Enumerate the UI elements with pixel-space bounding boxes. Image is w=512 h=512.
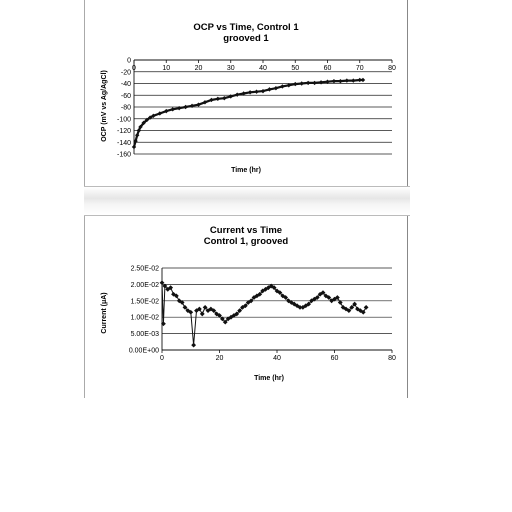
data-point	[312, 81, 316, 85]
x-axis-label: Time (hr)	[254, 375, 284, 382]
x-tick-label: 60	[323, 65, 332, 72]
y-tick-label: 1.50E-02	[130, 298, 159, 306]
x-tick-label: 40	[273, 355, 281, 362]
y-tick-label: 0	[127, 57, 131, 65]
data-point	[306, 81, 310, 85]
page-fold-divider	[84, 186, 410, 216]
y-tick-label: -100	[116, 116, 131, 124]
data-point	[248, 90, 252, 94]
y-tick-label: 1.00E-02	[130, 314, 159, 322]
data-point	[254, 90, 258, 94]
x-tick-label: 80	[388, 65, 396, 72]
data-point	[280, 84, 284, 88]
chart-subtitle: grooved 1	[223, 33, 269, 44]
y-tick-label: -60	[120, 92, 131, 100]
data-point	[361, 78, 365, 82]
data-point	[216, 97, 220, 101]
y-tick-label: 2.00E-02	[130, 281, 159, 289]
data-point	[183, 105, 187, 109]
x-tick-label: 80	[388, 355, 396, 362]
y-tick-label: 5.00E-03	[130, 331, 159, 339]
y-tick-label: -80	[120, 104, 131, 112]
y-tick-label: -140	[116, 139, 131, 147]
x-tick-label: 50	[291, 65, 300, 72]
data-point	[319, 80, 323, 84]
data-point	[345, 78, 349, 82]
x-tick-label: 20	[194, 65, 203, 72]
x-tick-label: 70	[355, 65, 364, 72]
y-tick-label: 2.50E-02	[130, 265, 159, 273]
y-tick-label: -20	[120, 69, 131, 77]
current-vs-time-chart	[86, 218, 406, 396]
ocp-vs-time-chart	[86, 6, 406, 186]
data-point	[200, 312, 205, 317]
current-chart-panel	[86, 218, 406, 396]
y-tick-label: -40	[120, 81, 131, 88]
ocp-chart-panel	[86, 6, 406, 186]
data-point	[351, 78, 355, 82]
x-tick-label: 0	[132, 65, 136, 72]
data-point	[171, 107, 175, 111]
chart-title: Current vs Time	[209, 225, 283, 236]
x-tick-label: 40	[259, 65, 267, 72]
x-tick-label: 60	[330, 355, 339, 362]
data-point	[191, 343, 196, 348]
data-point	[190, 104, 194, 108]
x-tick-label: 10	[162, 65, 171, 72]
data-point	[364, 305, 369, 310]
y-axis-label: Current (μA)	[101, 292, 108, 334]
data-point	[338, 79, 342, 83]
x-tick-label: 20	[215, 355, 224, 362]
series-line	[134, 80, 363, 147]
x-tick-label: 30	[226, 65, 235, 72]
data-point	[177, 106, 181, 110]
data-point	[332, 79, 336, 83]
y-tick-label: -160	[116, 151, 131, 159]
chart-title: OCP vs Time, Control 1	[193, 22, 299, 33]
series-line	[162, 283, 366, 345]
y-tick-label: -120	[116, 128, 131, 135]
y-tick-label: 0.00E+00	[128, 347, 159, 355]
x-axis-label: Time (hr)	[231, 167, 261, 174]
data-point	[300, 81, 304, 85]
data-point	[293, 82, 297, 86]
chart-subtitle: Control 1, grooved	[203, 236, 289, 247]
y-axis-label: OCP (mV vs Ag/AgCl)	[101, 70, 108, 142]
x-tick-label: 0	[160, 355, 164, 362]
